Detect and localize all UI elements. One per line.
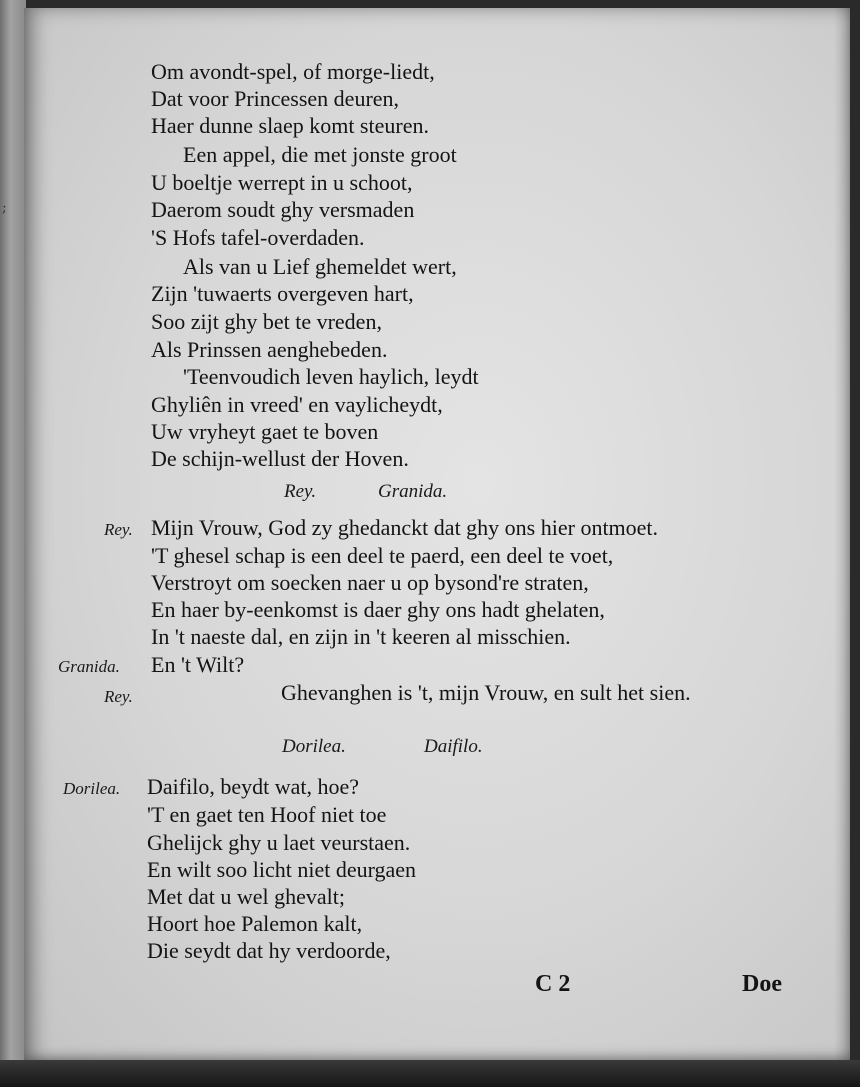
verse-line: Een appel, die met jonste groot bbox=[183, 142, 457, 167]
dialogue-line: Die seydt dat hy verdoorde, bbox=[147, 938, 391, 963]
book-bottom-edge bbox=[0, 1060, 860, 1087]
verse-line: Als van u Lief ghemeldet wert, bbox=[183, 254, 457, 279]
dialogue-line: En 't Wilt? bbox=[151, 652, 245, 677]
speaker-label: Rey. bbox=[104, 687, 133, 706]
speaker-label: Dorilea. bbox=[63, 779, 121, 798]
dialogue-line: En wilt soo licht niet deurgaen bbox=[147, 857, 417, 882]
verse-line: Om avondt-spel, of morge-liedt, bbox=[151, 59, 435, 84]
dialogue-line: Met dat u wel ghevalt; bbox=[147, 884, 345, 909]
dialogue-line: Mijn Vrouw, God zy ghedanckt dat ghy ons hier ontmoet. bbox=[151, 515, 659, 540]
dialogue-line: 'T ghesel schap is een deel te paerd, een deel te voet, bbox=[151, 543, 614, 568]
dialogue-line: Hoort hoe Palemon kalt, bbox=[147, 911, 363, 936]
dialogue-line: In 't naeste dal, en zijn in 't keeren al misschien. bbox=[151, 624, 571, 649]
verse-line: 'Teenvoudich leven haylich, leydt bbox=[183, 364, 479, 389]
verse-line: Dat voor Princessen deuren, bbox=[151, 86, 400, 111]
dialogue-line: En haer by-eenkomst is daer ghy ons hadt ghelaten, bbox=[151, 597, 605, 622]
verse-line: De schijn-wellust der Hoven. bbox=[151, 446, 409, 471]
scene-heading-character: Rey. bbox=[284, 481, 317, 502]
scene-heading-character: Daifilo. bbox=[424, 736, 483, 757]
verse-line: 'S Hofs tafel-overdaden. bbox=[151, 225, 365, 250]
dialogue-line: Daifilo, beydt wat, hoe? bbox=[147, 774, 359, 799]
speaker-label: Rey. bbox=[104, 520, 133, 539]
verse-line: Haer dunne slaep komt steuren. bbox=[151, 113, 429, 138]
verse-line: Als Prinssen aenghebeden. bbox=[151, 337, 388, 362]
dialogue-line: Ghevanghen is 't, mijn Vrouw, en sult het sien. bbox=[281, 680, 691, 705]
verse-line: Zijn 'tuwaerts overgeven hart, bbox=[151, 281, 414, 306]
dialogue-line: 'T en gaet ten Hoof niet toe bbox=[147, 802, 387, 827]
verse-line: Ghyliên in vreed' en vaylicheydt, bbox=[151, 392, 443, 417]
margin-mark: ; bbox=[2, 200, 7, 216]
verse-line: Uw vryheyt gaet te boven bbox=[151, 419, 379, 444]
speaker-label: Granida. bbox=[58, 657, 120, 676]
dialogue-line: Ghelijck ghy u laet veurstaen. bbox=[147, 830, 411, 855]
verse-line: Daerom soudt ghy versmaden bbox=[151, 197, 415, 222]
scene-heading-character: Dorilea. bbox=[282, 736, 346, 757]
previous-page-edge bbox=[0, 0, 26, 1087]
dialogue-line: Verstroyt om soecken naer u op bysond're straten, bbox=[151, 570, 589, 595]
verse-line: U boeltje werrept in u schoot, bbox=[151, 170, 413, 195]
signature-mark: C 2 bbox=[535, 971, 571, 997]
catchword: Doe bbox=[742, 971, 782, 997]
verse-line: Soo zijt ghy bet te vreden, bbox=[151, 309, 382, 334]
scene-heading-character: Granida. bbox=[378, 481, 448, 502]
